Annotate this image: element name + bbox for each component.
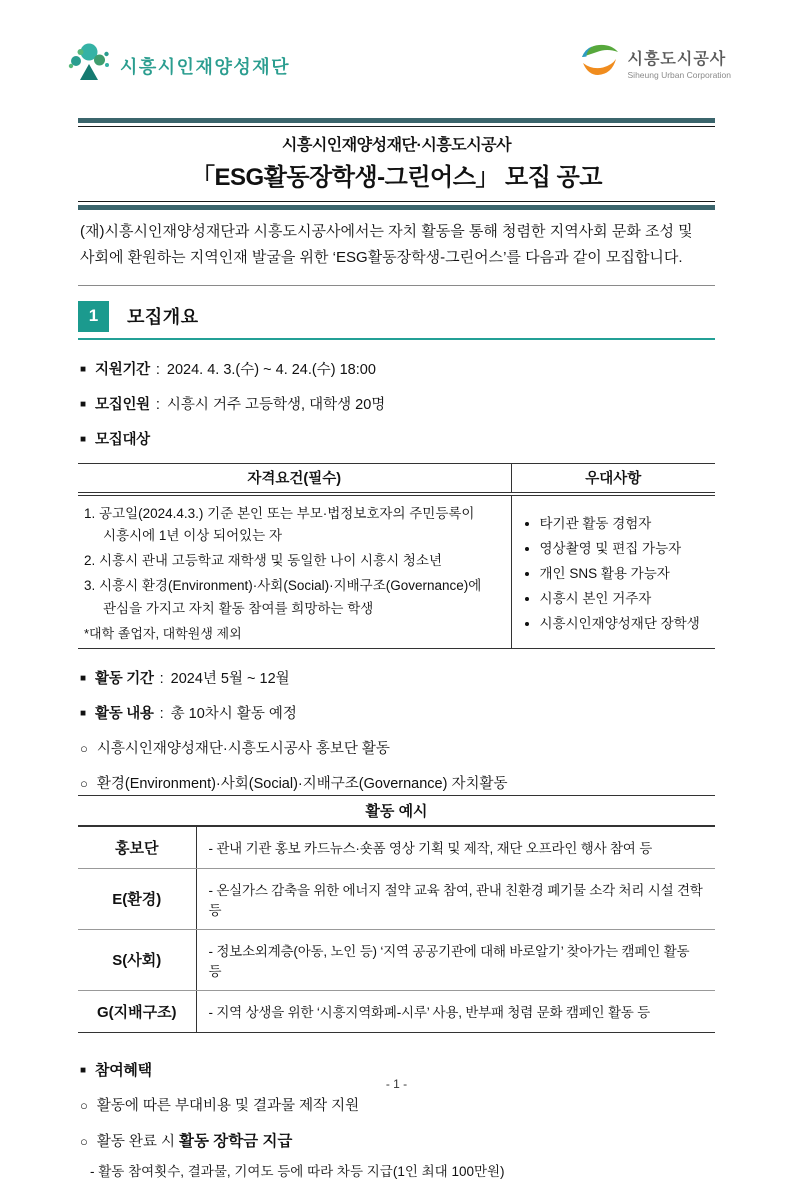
urban-corp-logo-title: 시흥도시공사 xyxy=(627,50,727,68)
requirement-item: 1. 공고일(2024.4.3.) 기준 본인 또는 부모·법정보호자의 주민등록이 시흥시에 1년 이상 되어있는 자 xyxy=(84,505,475,543)
preference-item: • 영상촬영 및 편집 가능자 xyxy=(540,537,712,557)
benefits-header-line: ■ 참여혜택 xyxy=(80,1061,152,1079)
foundation-tree-logo-icon xyxy=(66,40,112,91)
title-organizations: 시흥시인재양성재단·시흥도시공사 xyxy=(281,137,512,154)
table-header-row xyxy=(78,463,715,494)
activity-content-value: 총 10차시 활동 예정 xyxy=(170,705,297,722)
table-header-row xyxy=(78,795,715,826)
page-number: - 1 - xyxy=(385,1077,408,1091)
preference-item: • 개인 SNS 활용 가능자 xyxy=(540,562,712,582)
description-cell: - 온실가스 감축을 위한 에너지 절약 교육 참여, 관내 친환경 폐기물 소각 처리 시설 견학 등 xyxy=(196,868,715,929)
title-inner xyxy=(78,126,715,202)
table-row xyxy=(78,990,715,1032)
table-row xyxy=(78,929,715,990)
requirement-item: 3. 시흥시 환경(Environment)·사회(Social)·지배구조(Governance)에 관심을 가지고 자치 활동 참여를 희망하는 학생 xyxy=(84,578,482,616)
description-cell: - 지역 상생을 위한 ‘시흥지역화폐-시루’ 사용, 반부패 청렴 문화 캠페인 활동 등 xyxy=(196,990,715,1032)
benefit-note-line: - 활동 참여횟수, 결과물, 기여도 등에 따라 차등 지급(1인 최대 100만원) xyxy=(90,1163,505,1179)
section-number-badge: 1 xyxy=(78,301,109,332)
urban-corp-logo-subtitle: Siheung Urban Corporation xyxy=(627,69,731,80)
example-table-title: 활동 예시 xyxy=(78,795,715,826)
activity-example-table xyxy=(78,795,715,1033)
circle-bullet-icon: ○ xyxy=(80,1133,88,1149)
category-cell: S(사회) xyxy=(78,929,196,990)
square-bullet-icon: ■ xyxy=(80,1064,87,1076)
category-cell: E(환경) xyxy=(78,868,196,929)
square-bullet-icon: ■ xyxy=(80,672,87,684)
title-band xyxy=(78,118,715,210)
eligibility-table xyxy=(78,463,715,649)
preference-item: • 시흥시인재양성재단 장학생 xyxy=(540,612,712,632)
category-cell: G(지배구조) xyxy=(78,990,196,1032)
circle-bullet-icon: ○ xyxy=(80,775,88,791)
requirements-cell xyxy=(78,494,511,649)
description-cell: - 관내 기관 홍보 카드뉴스·숏폼 영상 기획 및 제작, 재단 오프라인 행사 참여 등 xyxy=(196,826,715,869)
preferences-list xyxy=(514,512,712,632)
benefit-item-line: ○ 활동 완료 시 활동 장학금 지급 xyxy=(80,1132,293,1150)
preference-item: • 타기관 활동 경험자 xyxy=(540,512,712,532)
square-bullet-icon: ■ xyxy=(80,363,87,375)
description-cell: - 정보소외계층(아동, 노인 등) ‘지역 공공기관에 대해 바로알기’ 찾아가는 캠페인 활동 등 xyxy=(196,929,715,990)
preferences-cell xyxy=(511,494,715,649)
section-1-header xyxy=(78,301,715,340)
recruit-target-line: ■ 모집대상 xyxy=(80,431,150,448)
foundation-logo xyxy=(66,40,290,91)
benefit-item-line: ○ 활동에 따른 부대비용 및 결과물 제작 지원 xyxy=(80,1097,360,1114)
page-title: 「ESG활동장학생-그린어스」 모집 공고 xyxy=(191,164,602,191)
logo-header xyxy=(0,0,793,88)
table-row xyxy=(78,826,715,869)
activity-content-line: ■ 활동 내용 : 총 10차시 활동 예정 xyxy=(80,705,297,722)
table-row xyxy=(78,868,715,929)
preference-item: • 시흥시 본인 거주자 xyxy=(540,587,712,607)
requirements-header: 자격요건(필수) xyxy=(78,463,511,494)
foundation-logo-text: 시흥시인재양성재단 xyxy=(120,56,290,77)
table-row xyxy=(78,494,715,649)
intro-paragraph: (재)시흥시인재양성재단과 시흥도시공사에서는 자치 활동을 통해 청렴한 지역사회 문화 조성 및 사회에 환원하는 지역인재 발굴을 위한 ‘ESG활동장학생-그린어스’를 다음과 같이 모집합니다. xyxy=(78,210,715,286)
recruit-count-value: 시흥시 거주 고등학생, 대학생 20명 xyxy=(166,396,386,413)
circle-bullet-icon: ○ xyxy=(80,740,88,756)
activity-item-line: ○ 시흥시인재양성재단·시흥도시공사 홍보단 활동 xyxy=(80,740,390,757)
preferences-header: 우대사항 xyxy=(511,463,715,494)
requirement-note: *대학 졸업자, 대학원생 제외 xyxy=(84,625,242,641)
scholarship-bold-text: 활동 장학금 지급 xyxy=(178,1132,293,1150)
urban-corp-logo-icon xyxy=(579,40,621,85)
application-period-value: 2024. 4. 3.(수) ~ 4. 24.(수) 18:00 xyxy=(166,361,376,378)
urban-corp-logo xyxy=(579,40,731,85)
square-bullet-icon: ■ xyxy=(80,433,87,445)
requirement-item: 2. 시흥시 관내 고등학교 재학생 및 동일한 나이 시흥시 청소년 xyxy=(84,553,442,569)
recruit-count-line: ■ 모집인원 : 시흥시 거주 고등학생, 대학생 20명 xyxy=(80,396,386,413)
application-period-line: ■ 지원기간 : 2024. 4. 3.(수) ~ 4. 24.(수) 18:00 xyxy=(80,361,376,378)
category-cell: 홍보단 xyxy=(78,826,196,869)
circle-bullet-icon: ○ xyxy=(80,1097,88,1113)
activity-period-line: ■ 활동 기간 : 2024년 5월 ~ 12월 xyxy=(80,670,290,687)
square-bullet-icon: ■ xyxy=(80,398,87,410)
section-title: 모집개요 xyxy=(127,307,199,327)
activity-item-line: ○ 환경(Environment)·사회(Social)·지배구조(Governance) 자치활동 xyxy=(80,775,508,792)
activity-period-value: 2024년 5월 ~ 12월 xyxy=(170,670,290,687)
square-bullet-icon: ■ xyxy=(80,707,87,719)
